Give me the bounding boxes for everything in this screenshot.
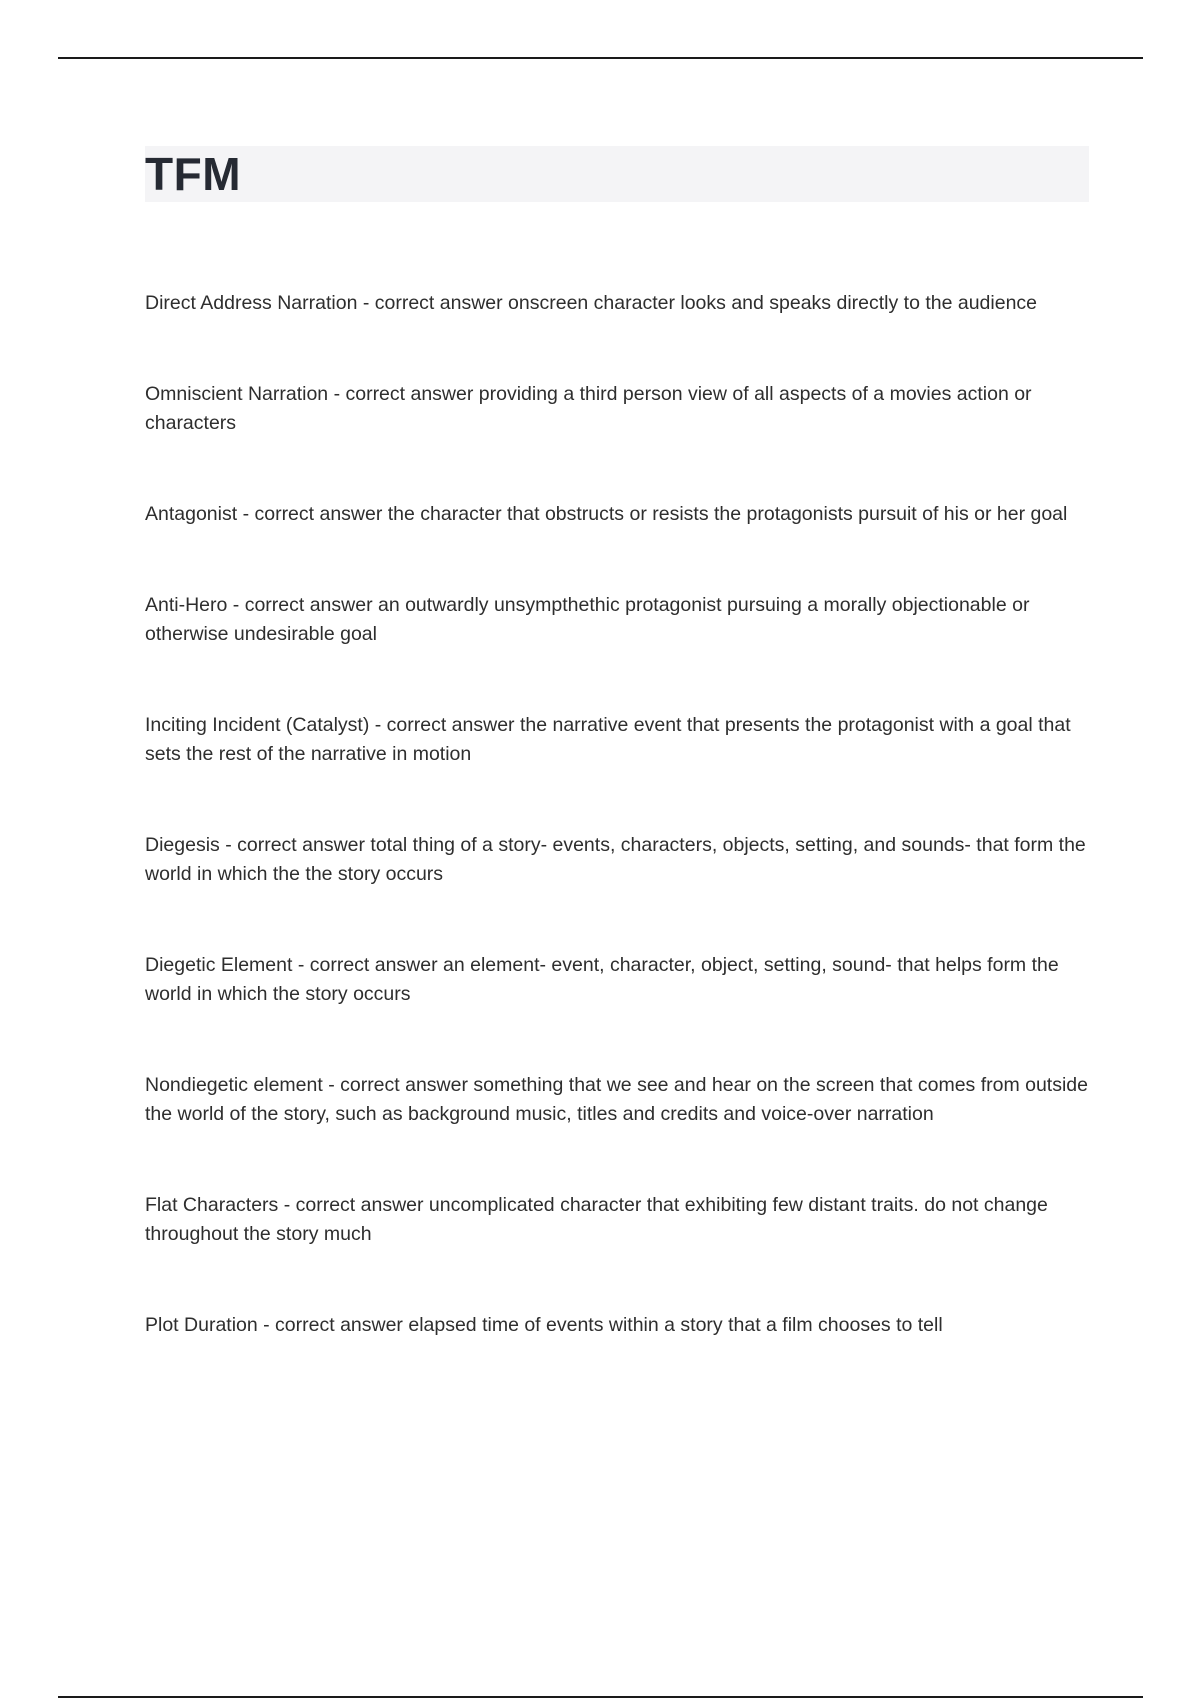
flashcard-entry: Inciting Incident (Catalyst) - correct answer the narrative event that presents the protagonist with a goal that sets the rest of the narrative in motion bbox=[145, 714, 1071, 765]
flashcard-entry: Direct Address Narration - correct answer onscreen character looks and speaks directly to the audience bbox=[145, 292, 1038, 314]
title-band bbox=[145, 146, 1089, 202]
header-rule bbox=[58, 57, 1143, 59]
flashcard-entry: Flat Characters - correct answer uncomplicated character that exhibiting few distant traits. do not change throughout the story much bbox=[145, 1194, 1048, 1245]
flashcard-entry: Diegetic Element - correct answer an element- event, character, object, setting, sound- that helps form the world in which the story occurs bbox=[145, 954, 1059, 1005]
flashcard-entry: Diegesis - correct answer total thing of a story- events, characters, objects, setting, and sounds- that form the world in which the the story occurs bbox=[145, 834, 1086, 885]
flashcard-entry: Nondiegetic element - correct answer something that we see and hear on the screen that comes from outside the world of the story, such as background music, titles and credits and voice-over narration bbox=[145, 1074, 1088, 1125]
page-title: TFM bbox=[145, 148, 242, 200]
flashcard-entry: Antagonist - correct answer the character that obstructs or resists the protagonists pursuit of his or her goal bbox=[145, 503, 1068, 525]
footer-rule bbox=[58, 1696, 1143, 1698]
flashcard-list bbox=[145, 289, 1090, 1402]
flashcard-entry: Omniscient Narration - correct answer providing a third person view of all aspects of a movies action or characters bbox=[145, 383, 1032, 434]
flashcard-entry: Anti-Hero - correct answer an outwardly unsympthethic protagonist pursuing a morally objectionable or otherwise undesirable goal bbox=[145, 594, 1030, 645]
flashcard-entry: Plot Duration - correct answer elapsed time of events within a story that a film chooses to tell bbox=[145, 1314, 943, 1336]
